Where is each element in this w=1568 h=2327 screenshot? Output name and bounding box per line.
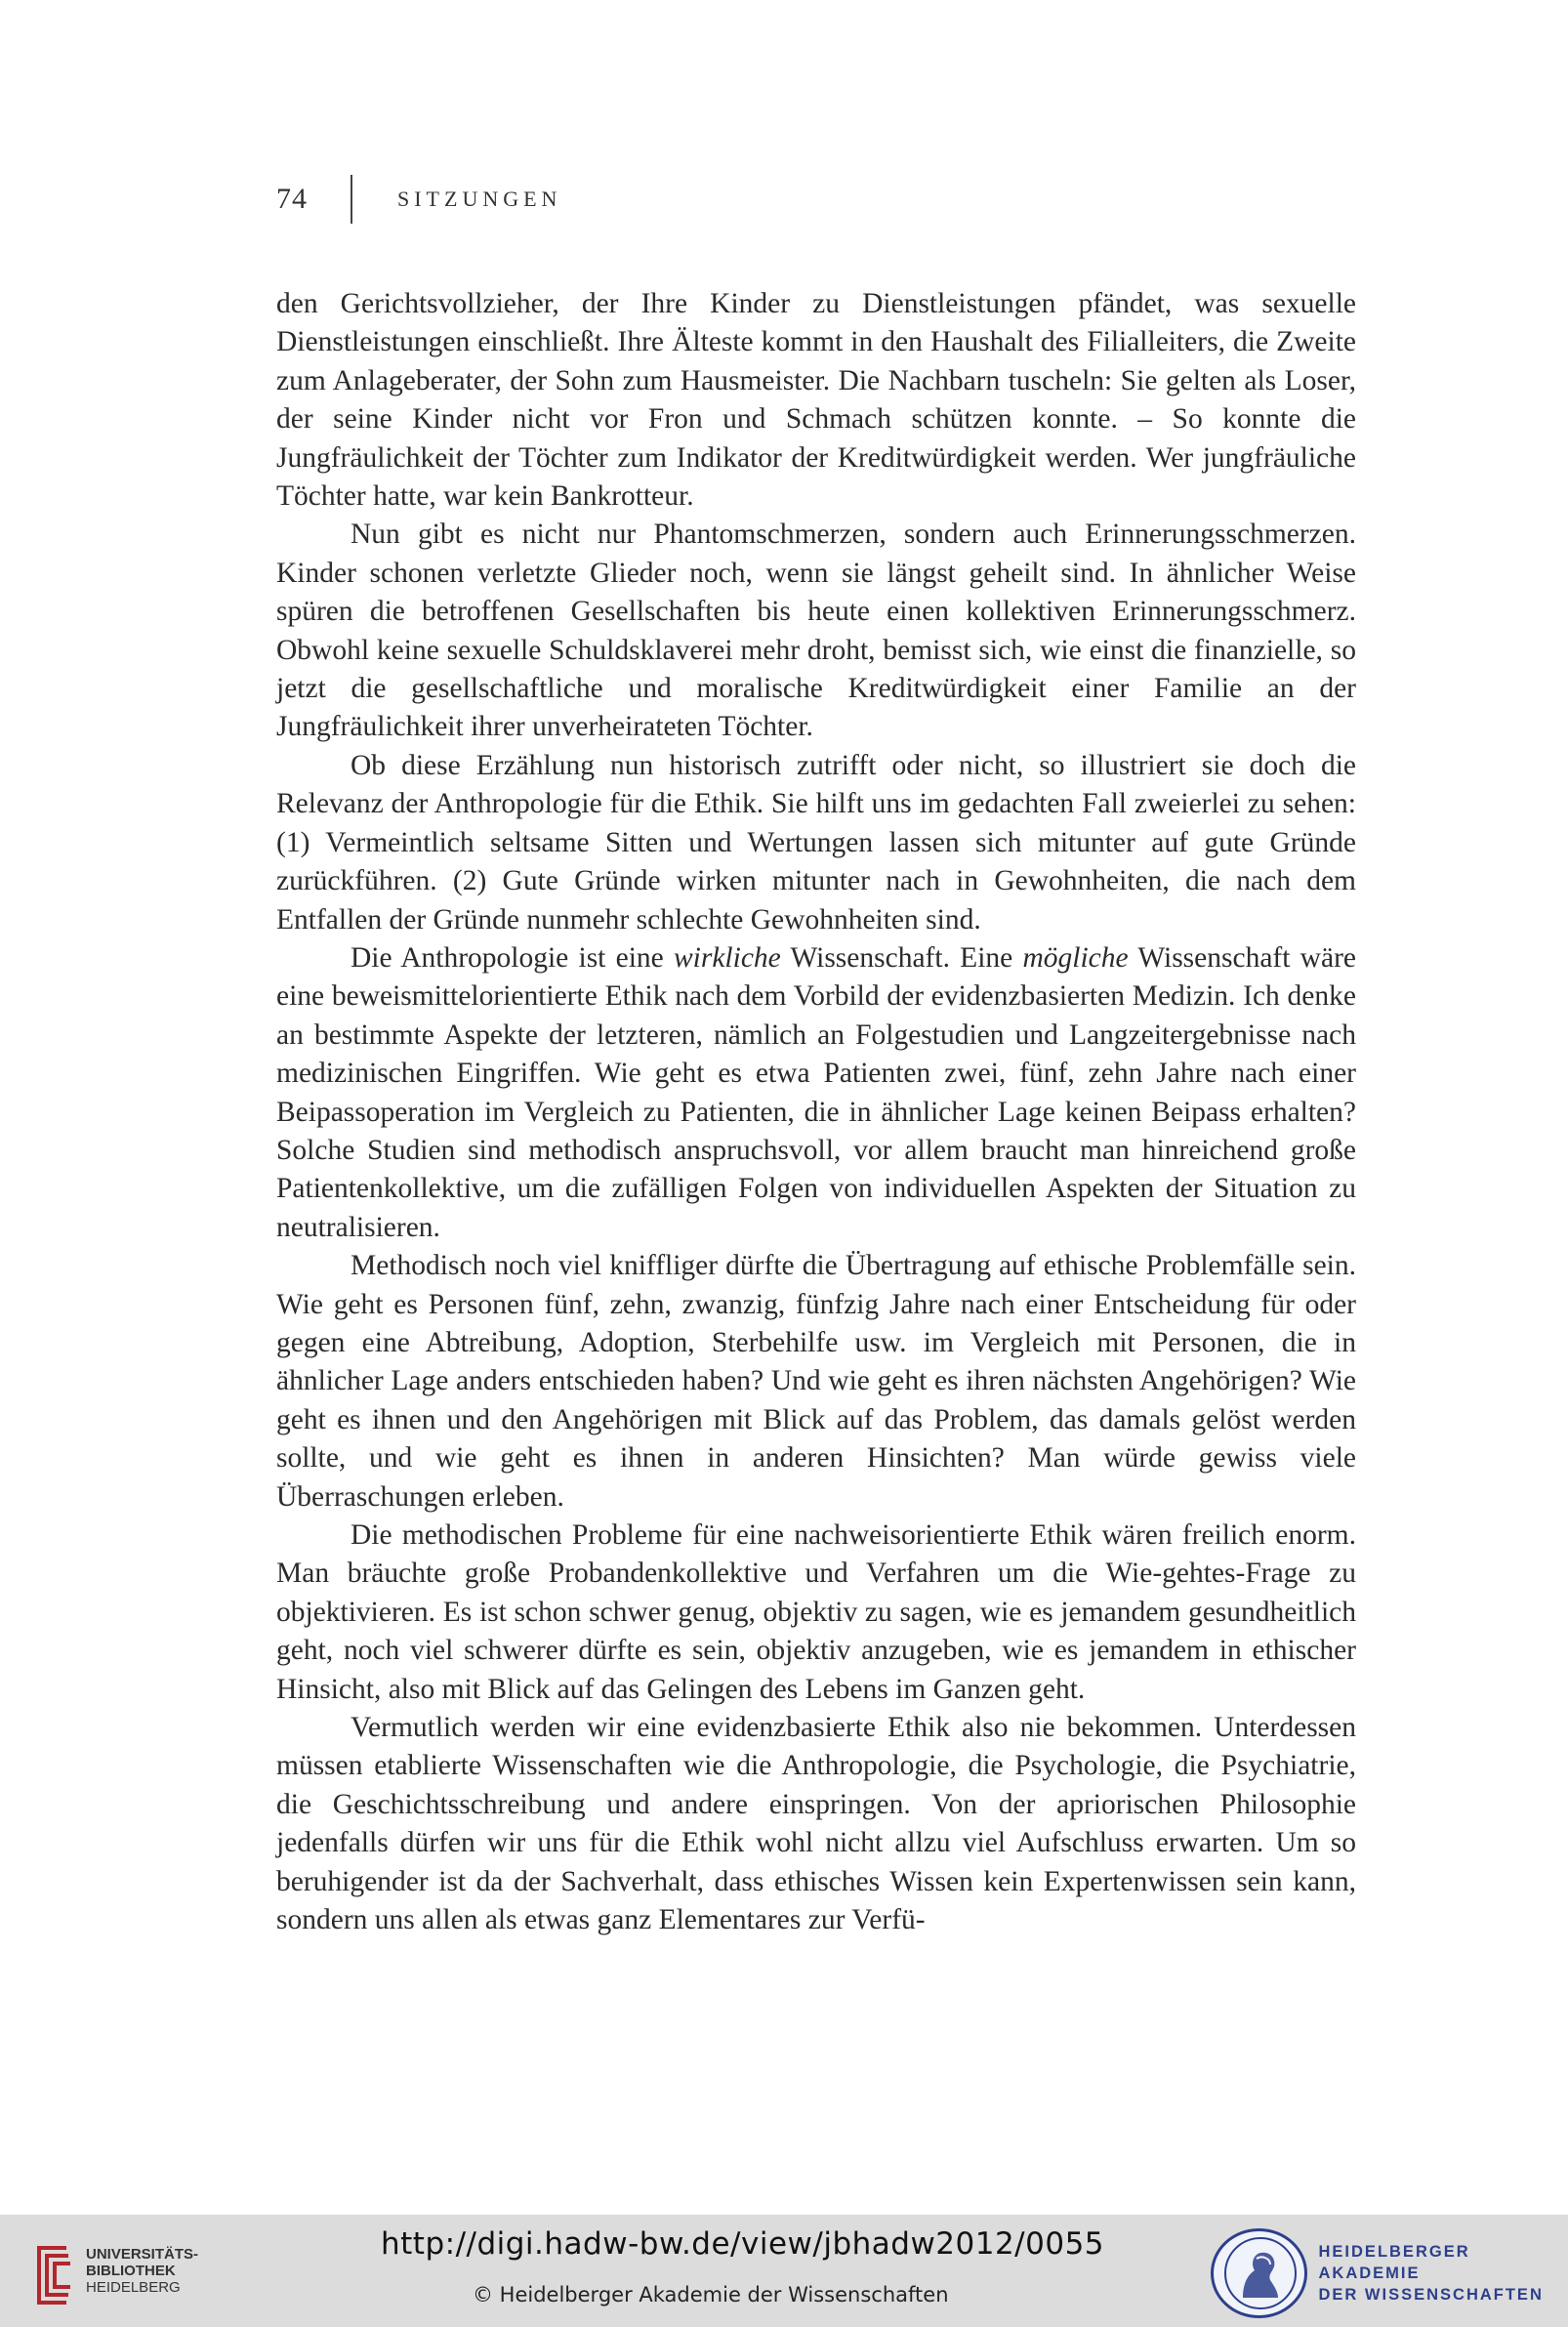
paragraph-1 — [276, 285, 1356, 516]
paragraph-text: Die methodischen Probleme für eine nachweisorientierte Ethik wären freilich enorm. Man bräuchte große Probandenkollektive und Verfahren um die Wie-gehtes-Frage zu objektivieren. Es ist schon schwer genug, objektiv zu sagen, wie es jemandem gesundheitlich geht, noch viel schwerer dürfte es sein, objektiv anzugeben, wie es jemandem in ethischer Hinsicht, also mit Blick auf das Gelingen des Lebens im Ganzen geht. — [276, 1519, 1356, 1705]
footer-bar — [0, 2215, 1568, 2327]
copyright-notice: © Heidelberger Akademie der Wissenschaften — [473, 2283, 949, 2306]
academy-logo[interactable] — [1211, 2228, 1568, 2318]
page-header — [276, 170, 561, 229]
academy-logo-line: HEIDELBERGER AKADEMIE — [1318, 2243, 1470, 2282]
academy-logo-line: DER WISSENSCHAFTEN — [1318, 2286, 1544, 2304]
running-head: SITZUNGEN — [397, 187, 562, 211]
academy-logo-text — [1319, 2241, 1568, 2306]
header-divider — [351, 175, 352, 224]
library-logo-line: UNIVERSITÄTS- — [86, 2245, 199, 2263]
paragraph-text: Vermutlich werden wir eine evidenzbasierte Ethik also nie bekommen. Unterdessen müssen etablierte Wissenschaften wie die Anthropologie, die Psychologie, die Psychiatrie, die Geschichtsschreibung und andere einspringen. Von der apriorischen Philosophie jedenfalls dürfen wir uns für die Ethik wohl nicht allzu viel Aufschluss erwarten. Um so beruhigender ist da der Sachverhalt, dass ethisches Wissen kein Expertenwissen sein kann, sondern uns allen als etwas ganz Elementares zur Verfü- — [276, 1712, 1356, 1936]
paragraph-6 — [276, 1517, 1356, 1709]
paragraph-text: Ob diese Erzählung nun historisch zutrifft oder nicht, so illustriert sie doch die Relevanz der Anthropologie für die Ethik. Sie hilft uns im gedachten Fall zweierlei zu sehen: (1) Vermeintlich seltsame Sitten und Wertungen lassen sich mitunter auf gute Gründe zurückführen. (2) Gute Gründe wirken mitunter nach in Gewohnheiten, die nach dem Entfallen der Gründe nunmehr schlechte Gewohnheiten sind. — [276, 749, 1356, 935]
paragraph-text: Die Anthropologie ist eine — [351, 941, 674, 974]
paragraph-text: Methodisch noch viel kniffliger dürfte die Übertragung auf ethische Problemfälle sein. Wie geht es Personen fünf, zehn, zwanzig, fünfzig Jahre nach einer Entscheidung für oder gegen eine Abtreibung, Adoption, Sterbehilfe usw. im Vergleich mit Personen, die in ähnlicher Lage anders entschieden haben? Und wie geht es ihren nächsten Angehörigen? Wie geht es ihnen und den Angehörigen mit Blick auf das Problem, das damals gelöst werden sollte, und wie geht es ihnen in anderen Hinsichten? Man würde gewiss viele Überraschungen erleben. — [276, 1250, 1356, 1513]
emphasis-moegliche: mögliche — [1022, 941, 1129, 974]
permalink-url[interactable]: http://digi.hadw-bw.de/view/jbhadw2012/0055 — [381, 2226, 1105, 2262]
library-logo-line: HEIDELBERG — [86, 2278, 181, 2296]
library-emblem-icon — [37, 2236, 74, 2305]
library-logo-line: BIBLIOTHEK — [86, 2262, 176, 2279]
paragraph-text: Wissenschaft. Eine — [780, 941, 1023, 974]
paragraph-text: den Gerichtsvollzieher, der Ihre Kinder zu Dienstleistungen pfändet, was sexuelle Dienstleistungen einschließt. Ihre Älteste kommt in den Haushalt des Filialleiters, die Zweite zum Anlageberater, der Sohn zum Hausmeister. Die Nachbarn tuscheln: Sie gelten als Loser, der seine Kinder nicht vor Fron und Schmach schützen konnte. – So konnte die Jungfräulichkeit der Töchter zum Indikator der Kreditwürdigkeit werden. Wer jungfräuliche Töchter hatte, war kein Bankrotteur. — [276, 288, 1356, 513]
paragraph-5 — [276, 1247, 1356, 1517]
academy-seal-icon — [1211, 2228, 1307, 2318]
paragraph-text: Nun gibt es nicht nur Phantomschmerzen, sondern auch Erinnerungsschmerzen. Kinder schonen verletzte Glieder noch, wenn sie längst geheilt sind. In ähnlicher Weise spüren die betroffenen Gesellschaften bis heute einen kollektiven Erinnerungsschmerz. Obwohl keine sexuelle Schuldsklaverei mehr droht, bemisst sich, wie einst die finanzielle, so jetzt die gesellschaftliche und moralische Kreditwürdigkeit einer Familie an der Jungfräulichkeit ihrer unverheirateten Töchter. — [276, 519, 1356, 743]
body-text — [276, 285, 1356, 1939]
paragraph-4 — [276, 939, 1356, 1247]
paragraph-7 — [276, 1709, 1356, 1939]
library-logo-text — [86, 2246, 198, 2296]
paragraph-2 — [276, 516, 1356, 746]
paragraph-text: Wissenschaft wäre eine beweismittelorientierte Ethik nach dem Vorbild der evidenzbasierten Medizin. Ich denke an bestimmte Aspekte der letzteren, nämlich an Folgestudien und Langzeitergebnisse nach medizinischen Eingriffen. Wie geht es etwa Patienten zwei, fünf, zehn Jahre nach einer Beipassoperation im Vergleich zu Patienten, die in ähnlicher Lage keinen Beipass erhalten? Solche Studien sind methodisch anspruchsvoll, vor allem braucht man hinreichend große Patientenkollektive, um die zufälligen Folgen von individuellen Aspekten der Situation zu neutralisieren. — [276, 941, 1356, 1243]
paragraph-3 — [276, 747, 1356, 939]
page-number: 74 — [276, 183, 308, 215]
library-logo[interactable] — [37, 2236, 198, 2305]
emphasis-wirkliche: wirkliche — [673, 941, 781, 974]
